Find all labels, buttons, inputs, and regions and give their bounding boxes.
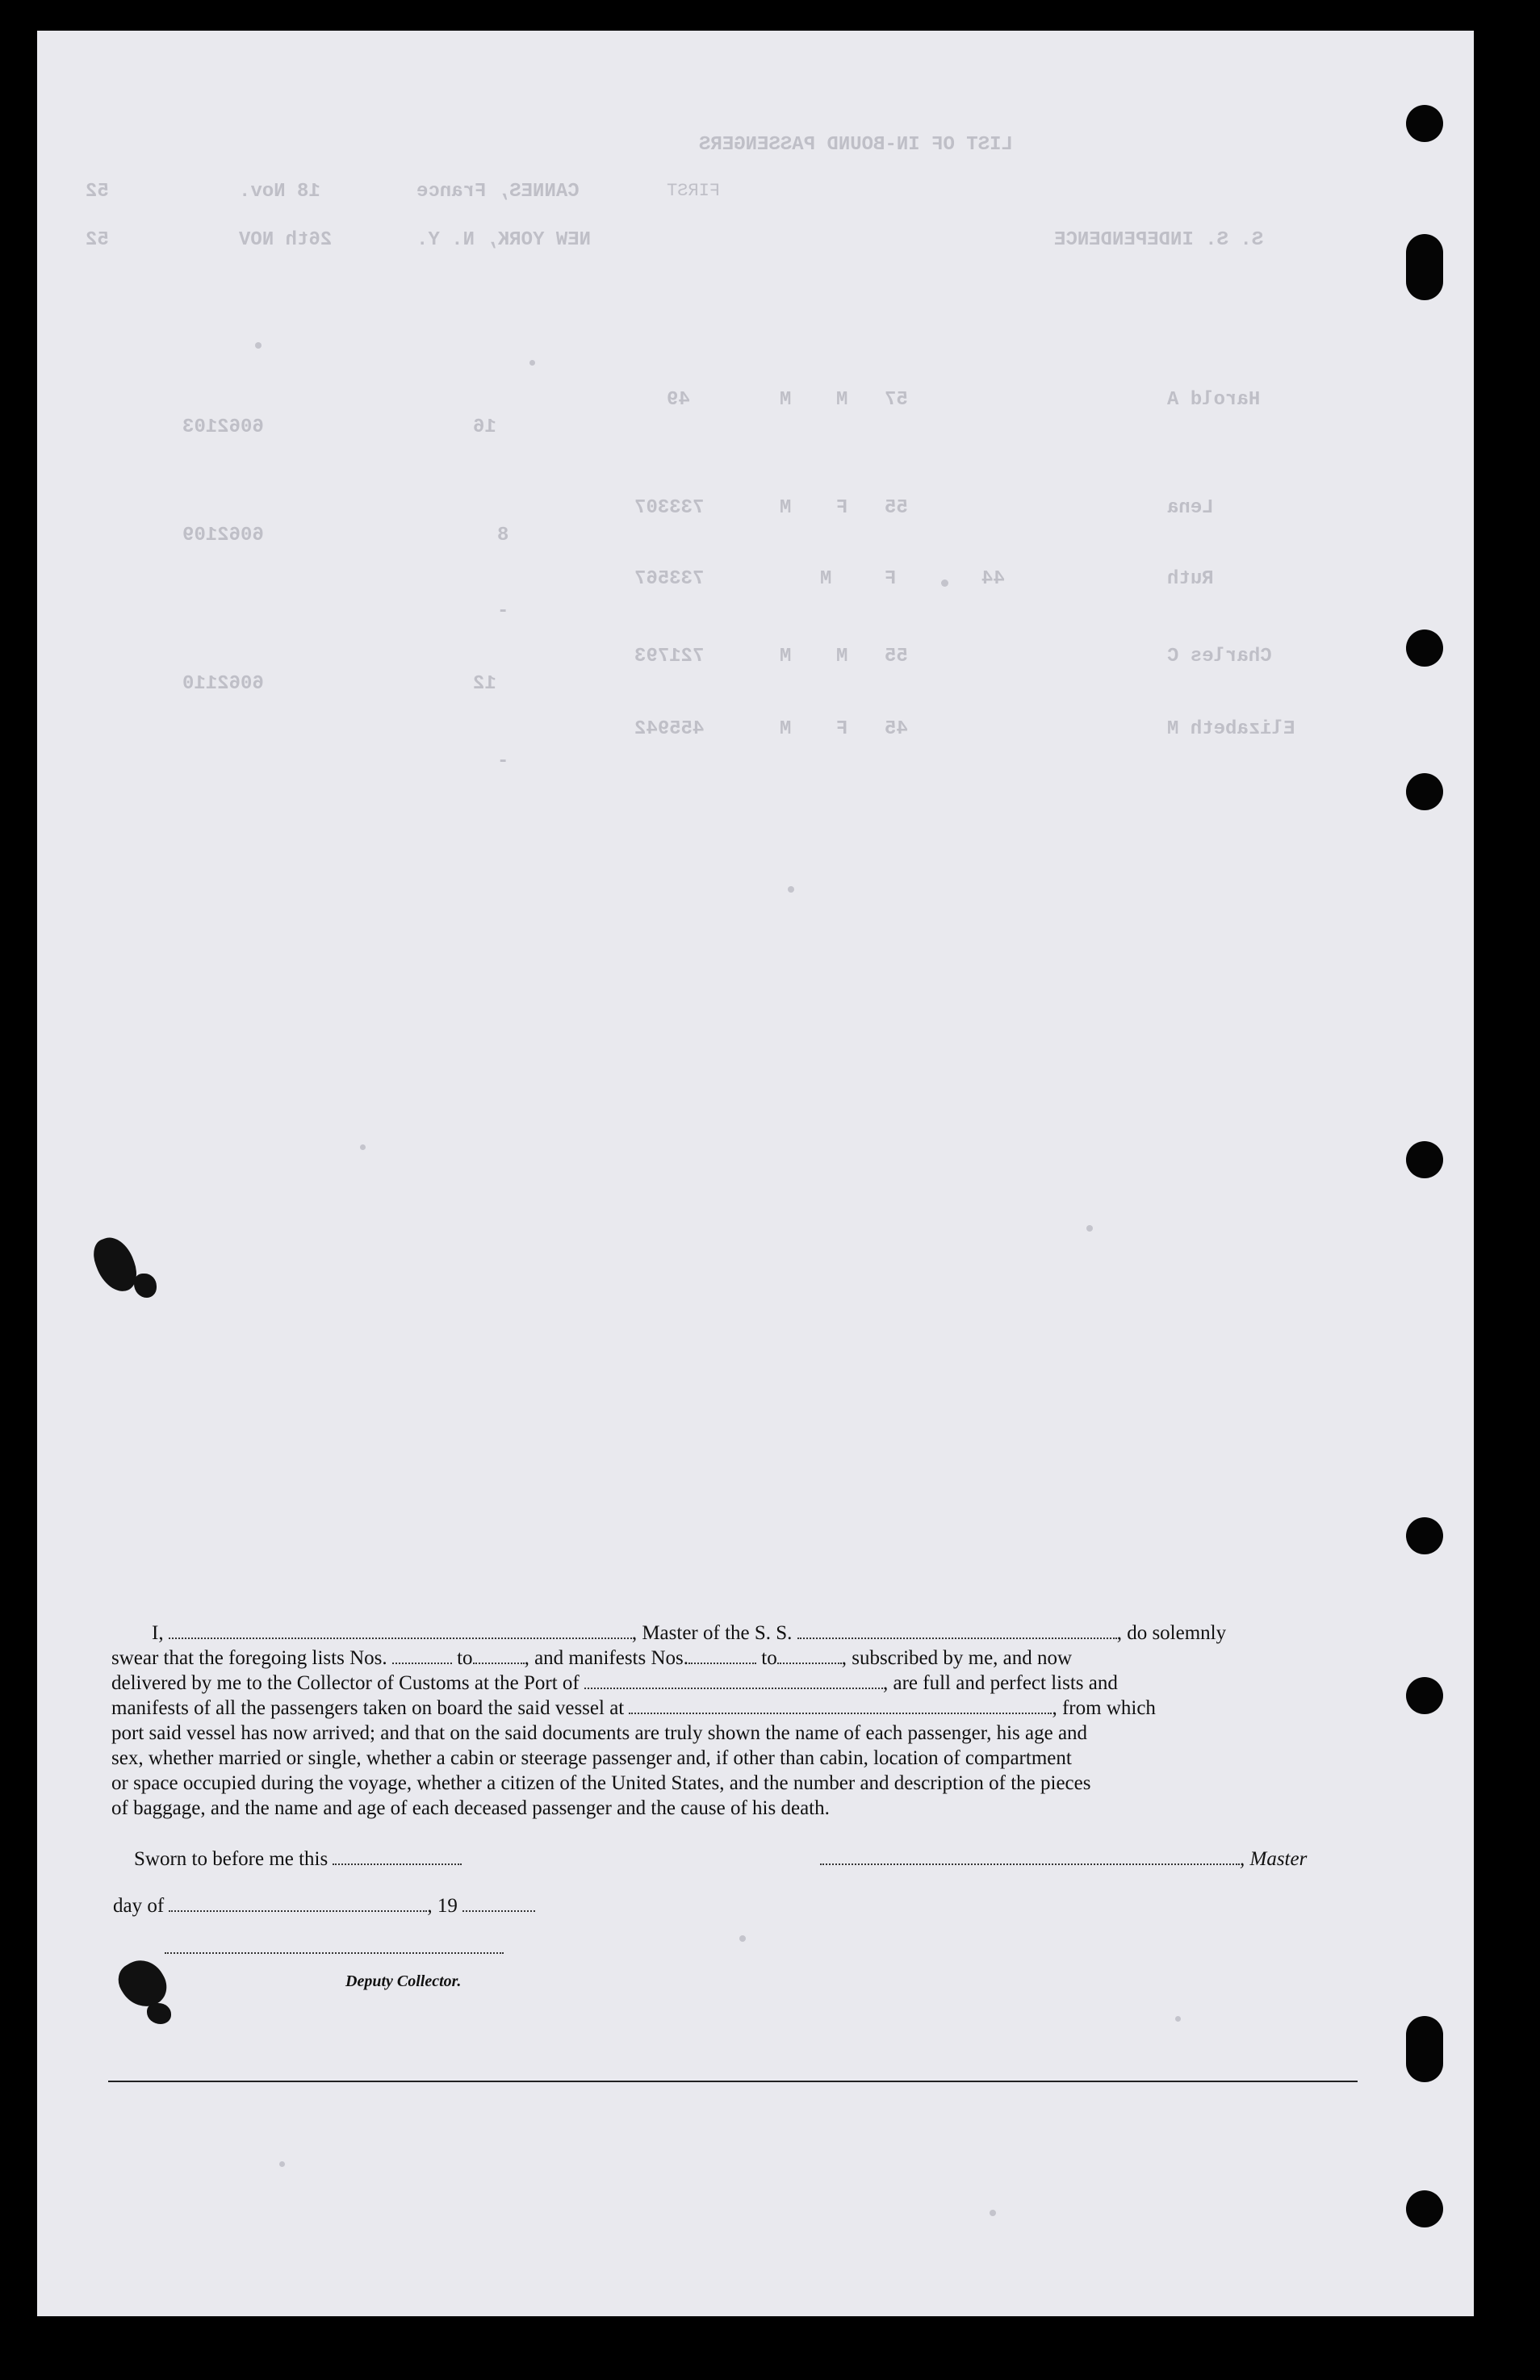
- punch-hole: [1406, 1517, 1443, 1554]
- ghost-arrival-date: 26th NOV: [239, 229, 333, 251]
- master-signature-line: [820, 1848, 1307, 1871]
- ghost-doc: 49: [667, 389, 690, 411]
- deputy-line: [165, 1937, 504, 1960]
- master-oath: [111, 1621, 1361, 1821]
- ghost-sex: F: [836, 497, 848, 519]
- ghost-age: 55: [885, 646, 908, 667]
- punch-hole: [1406, 2190, 1443, 2227]
- date-line: [113, 1895, 535, 1918]
- ghost-name: Charles C: [1167, 646, 1272, 667]
- blank-manifest-to: [777, 1648, 842, 1664]
- ghost-sex: F: [836, 718, 848, 740]
- deputy-collector-label: Deputy Collector.: [345, 1972, 462, 1990]
- ghost-no: 6062110: [182, 673, 264, 695]
- year-label: , 19: [427, 1895, 458, 1917]
- speck: [990, 2210, 996, 2216]
- ghost-year: 52: [86, 181, 109, 203]
- speck: [1175, 2016, 1181, 2022]
- ghost-cat: 12: [473, 673, 496, 695]
- speck: [788, 886, 794, 893]
- speck: [279, 2161, 285, 2167]
- ghost-age: 57: [885, 389, 908, 411]
- master-label: , Master: [1240, 1848, 1308, 1870]
- blank-list-from: [392, 1648, 452, 1664]
- sworn-line: [134, 1848, 462, 1871]
- punch-hole: [1406, 105, 1443, 142]
- ghost-cat: -: [497, 751, 509, 772]
- ghost-status: M: [780, 646, 792, 667]
- ghost-cat: -: [497, 600, 509, 622]
- speck: [739, 1935, 746, 1942]
- blank-manifest-from: [688, 1648, 756, 1664]
- ghost-cat: 8: [497, 525, 509, 546]
- ghost-age: 55: [885, 497, 908, 519]
- blank-master-name: [169, 1623, 632, 1639]
- ghost-doc: 721793: [634, 646, 705, 667]
- ghost-status: M: [780, 718, 792, 740]
- ghost-ship: S. S. INDEPENDENCE: [1054, 229, 1264, 251]
- ghost-age: 44: [981, 568, 1005, 590]
- sworn-label: Sworn to before me this: [134, 1848, 329, 1870]
- ghost-no: 6062103: [182, 416, 264, 438]
- ghost-title: LIST OF IN-BOUND PASSENGERS: [699, 134, 1013, 156]
- ghost-arrival-year: 52: [86, 229, 109, 251]
- speck: [360, 1144, 366, 1150]
- oath-text: to: [457, 1647, 473, 1669]
- ghost-sex: M: [836, 646, 848, 667]
- punch-hole: [1406, 234, 1443, 300]
- day-of-label: day of: [113, 1895, 165, 1917]
- speck: [941, 579, 948, 587]
- ghost-no: 6062109: [182, 525, 264, 546]
- punch-hole: [1406, 1677, 1443, 1714]
- oath-text: , subscribed by me, and now: [841, 1647, 1073, 1669]
- oath-line: port said vessel has now arrived; and that on the said documents are truly shown the name of each passenger, his age and: [111, 1722, 1088, 1744]
- ghost-doc: 733567: [634, 568, 705, 590]
- oath-text: , are full and perfect lists and: [883, 1672, 1118, 1694]
- ghost-sex: F: [885, 568, 897, 590]
- ink-blot: [147, 2003, 171, 2024]
- oath-text: , from which: [1052, 1697, 1156, 1719]
- blank-departure-port: [629, 1698, 1052, 1714]
- ghost-name: Lena: [1167, 497, 1214, 519]
- ghost-status: M: [780, 497, 792, 519]
- speck: [1086, 1225, 1093, 1232]
- blank-sworn-day: [333, 1849, 462, 1865]
- ghost-cat: 16: [473, 416, 496, 438]
- oath-text: I,: [152, 1622, 164, 1644]
- blank-month: [169, 1896, 427, 1912]
- punch-hole: [1406, 2016, 1443, 2082]
- oath-line: [111, 1696, 1361, 1721]
- ghost-date: 18 Nov.: [239, 181, 320, 203]
- ghost-status: M: [780, 389, 792, 411]
- oath-line: [111, 1621, 1361, 1646]
- oath-line: [111, 1671, 1361, 1696]
- ghost-class: FIRST: [667, 181, 721, 201]
- ghost-port: CANNES, France: [416, 181, 580, 203]
- ghost-status: M: [820, 568, 832, 590]
- punch-hole: [1406, 1141, 1443, 1178]
- punch-hole: [1406, 773, 1443, 810]
- ghost-arrival-port: NEW YORK, N. Y.: [416, 229, 592, 251]
- speck: [529, 360, 535, 366]
- ghost-doc: 455942: [634, 718, 705, 740]
- oath-text: , do solemnly: [1116, 1622, 1227, 1644]
- ink-blot: [134, 1274, 157, 1298]
- oath-text: manifests of all the passengers taken on board the said vessel at: [111, 1697, 625, 1719]
- oath-line: of baggage, and the name and age of each deceased passenger and the cause of his death.: [111, 1797, 830, 1819]
- oath-text: , Master of the S. S.: [631, 1622, 793, 1644]
- oath-text: to: [761, 1647, 777, 1669]
- manifest-page: [37, 31, 1474, 2316]
- oath-text: swear that the foregoing lists Nos.: [111, 1647, 387, 1669]
- oath-line: or space occupied during the voyage, whether a citizen of the United States, and the number and description of the pieces: [111, 1772, 1091, 1794]
- blank-list-to: [473, 1648, 525, 1664]
- ghost-age: 45: [885, 718, 908, 740]
- speck: [255, 342, 262, 349]
- blank-port: [584, 1673, 883, 1689]
- oath-text: delivered by me to the Collector of Customs at the Port of: [111, 1672, 580, 1694]
- oath-line: sex, whether married or single, whether a cabin or steerage passenger and, if other than cabin, location of compartment: [111, 1747, 1072, 1769]
- bottom-rule: [108, 2081, 1358, 2082]
- ghost-name: Ruth: [1167, 568, 1214, 590]
- ghost-name: Elizabeth M: [1167, 718, 1295, 740]
- oath-text: , and manifests Nos.: [524, 1647, 689, 1669]
- blank-ship-name: [797, 1623, 1117, 1639]
- ghost-sex: M: [836, 389, 848, 411]
- ghost-doc: 733307: [634, 497, 705, 519]
- punch-hole: [1406, 630, 1443, 667]
- blank-deputy-signature: [165, 1938, 504, 1954]
- oath-line: [111, 1646, 1361, 1671]
- ghost-name: Harold A: [1167, 389, 1261, 411]
- blank-year: [462, 1896, 535, 1912]
- blank-master-signature: [820, 1849, 1240, 1865]
